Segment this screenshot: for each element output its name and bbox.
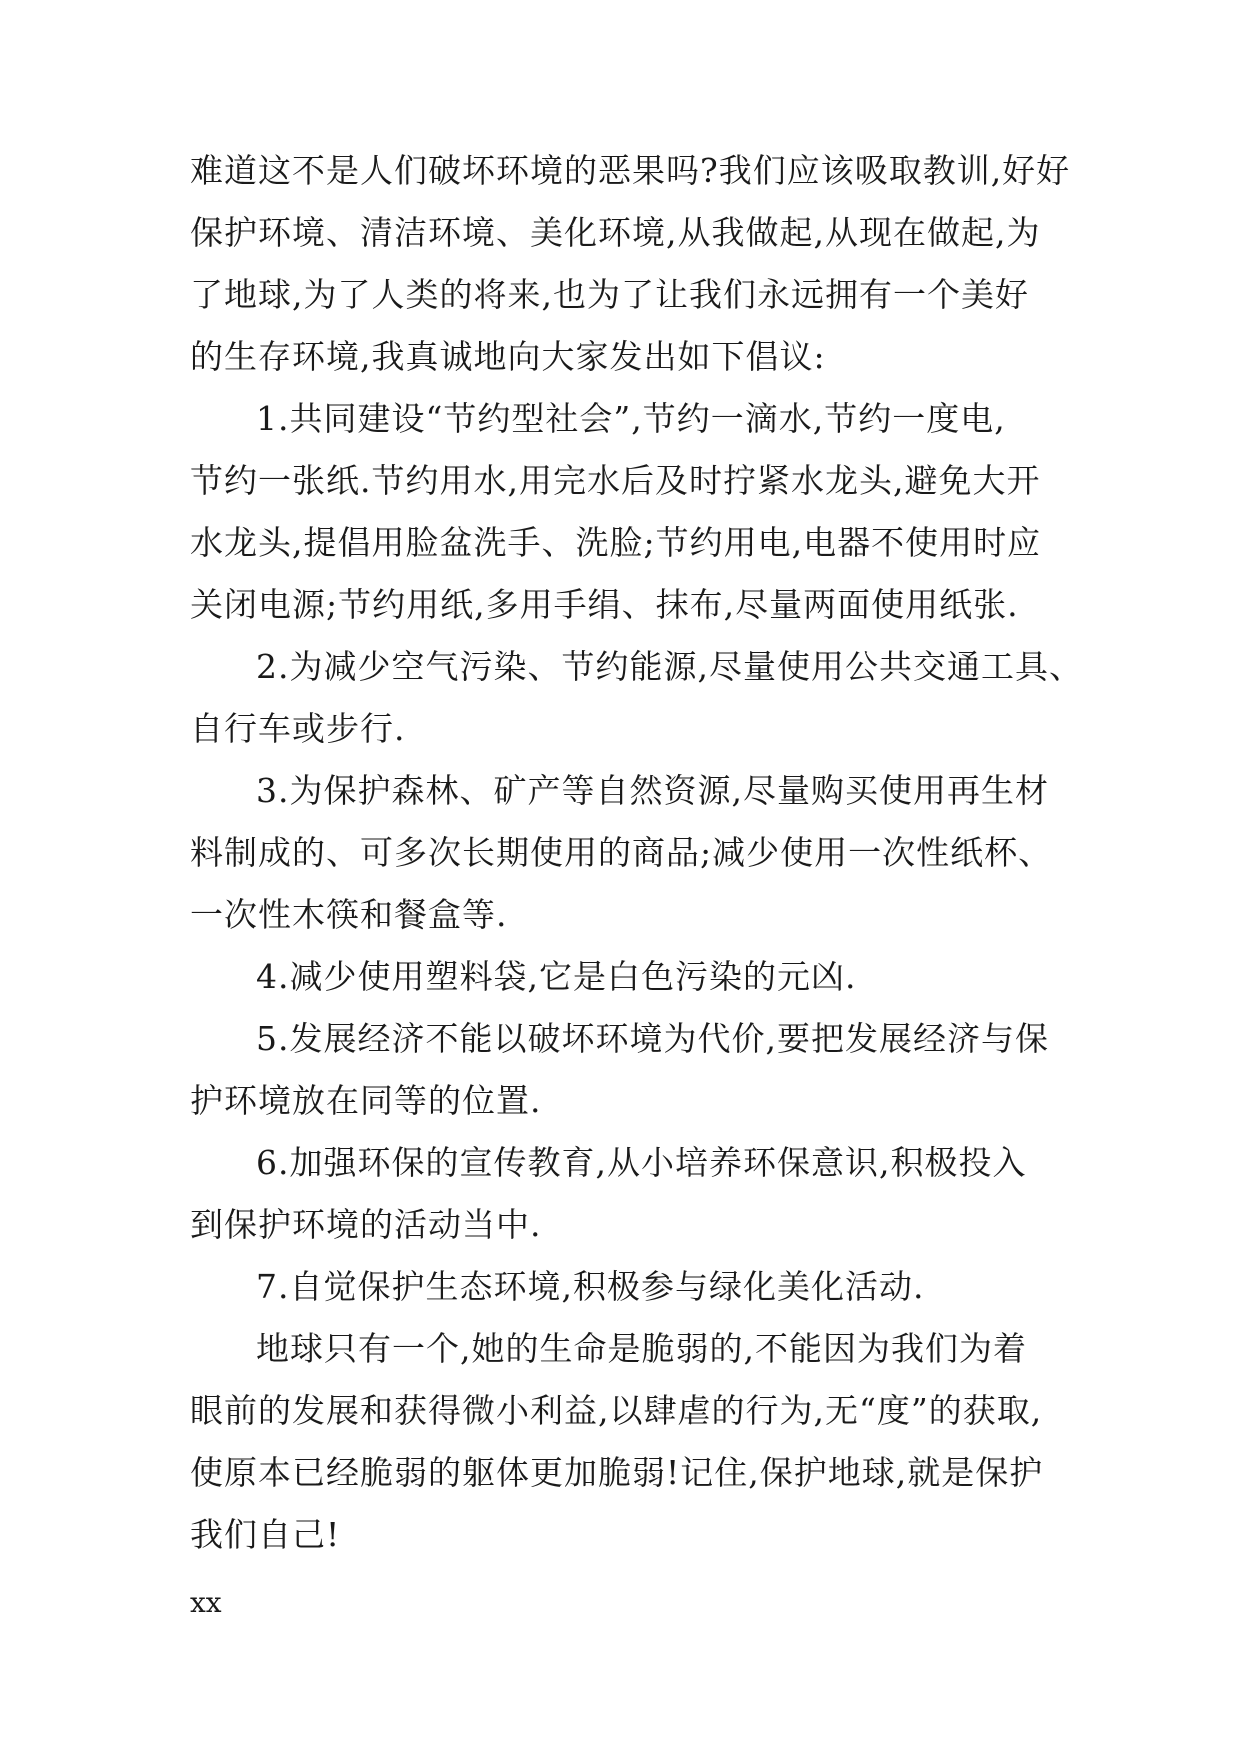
text-line: 一次性木筷和餐盒等. (190, 895, 508, 934)
text-line: 我们自己! (190, 1515, 341, 1554)
text-line: 自行车或步行. (190, 709, 406, 748)
proposal-item-7: 7.自觉保护生态环境,积极参与绿化美化活动. (256, 1267, 925, 1306)
text-line: 了地球,为了人类的将来,也为了让我们永远拥有一个美好 (190, 275, 1029, 314)
text-line: 眼前的发展和获得微小利益,以肆虐的行为,无“度”的获取, (190, 1391, 1043, 1430)
signature: xx (190, 1586, 222, 1619)
proposal-item-3: 3.为保护森林、矿产等自然资源,尽量购买使用再生材 (256, 771, 1049, 810)
text-line: 节约一张纸.节约用水,用完水后及时拧紧水龙头,避免大开 (190, 461, 1041, 500)
proposal-item-6: 6.加强环保的宣传教育,从小培养环保意识,积极投入 (256, 1143, 1027, 1182)
closing-paragraph: 地球只有一个,她的生命是脆弱的,不能因为我们为着 (256, 1329, 1027, 1368)
proposal-item-1: 1.共同建设“节约型社会”,节约一滴水,节约一度电, (256, 399, 1006, 438)
text-line: 保护环境、清洁环境、美化环境,从我做起,从现在做起,为 (190, 213, 1041, 252)
proposal-item-5: 5.发展经济不能以破坏环境为代价,要把发展经济与保 (256, 1019, 1049, 1058)
text-line: 关闭电源;节约用纸,多用手绢、抹布,尽量两面使用纸张. (190, 585, 1019, 624)
text-line: 难道这不是人们破坏环境的恶果吗?我们应该吸取教训,好好 (190, 151, 1071, 190)
text-line: 的生存环境,我真诚地向大家发出如下倡议: (190, 337, 826, 376)
text-line: 使原本已经脆弱的躯体更加脆弱!记住,保护地球,就是保护 (190, 1453, 1044, 1492)
text-line: 料制成的、可多次长期使用的商品;减少使用一次性纸杯、 (190, 833, 1053, 872)
text-line: 护环境放在同等的位置. (190, 1081, 542, 1120)
text-line: 到保护环境的活动当中. (190, 1205, 542, 1244)
text-line: 水龙头,提倡用脸盆洗手、洗脸;节约用电,电器不使用时应 (190, 523, 1042, 562)
proposal-item-4: 4.减少使用塑料袋,它是白色污染的元凶. (256, 957, 857, 996)
document-page (190, 140, 1083, 1634)
proposal-item-2: 2.为减少空气污染、节约能源,尽量使用公共交通工具、 (256, 647, 1083, 686)
